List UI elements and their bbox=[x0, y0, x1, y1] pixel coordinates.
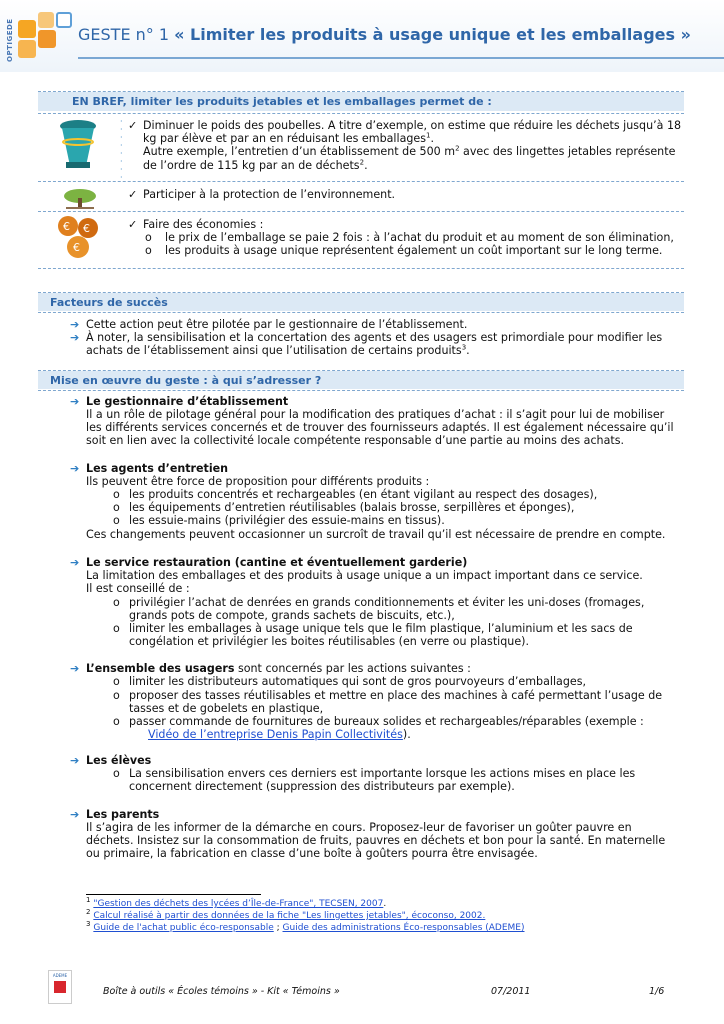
dotted-column: · · · · · · · · bbox=[120, 117, 123, 182]
bullet-o: o bbox=[113, 596, 120, 609]
en-bref-item-2: Participer à la protection de l’environnement. bbox=[143, 188, 396, 201]
footnote-1: $^1$ "Gestion des déchets des lycées d’Île-de-France", TECSEN, 2007. bbox=[86, 896, 387, 909]
en-bref-title: EN BREF, limiter les produits jetables et les emballages permet de : bbox=[72, 95, 492, 108]
parents-text-1: Il s’agira de les informer de la démarche en cours. Proposez-leur de favoriser un goûter pauvre en bbox=[86, 821, 632, 834]
divider bbox=[38, 211, 684, 212]
coins-icon bbox=[54, 214, 102, 260]
arrow-icon: ➔ bbox=[70, 662, 80, 675]
resto-item-1b: grands pots de compote, grands sachets de biscuits, etc.), bbox=[129, 609, 455, 622]
arrow-icon: ➔ bbox=[70, 318, 80, 331]
tree-icon bbox=[62, 188, 98, 210]
agents-intro: Ils peuvent être force de proposition pour différents produits : bbox=[86, 475, 430, 488]
resto-intro-2: Il est conseillé de : bbox=[86, 582, 190, 595]
divider bbox=[38, 268, 684, 269]
svg-text:€: € bbox=[83, 222, 90, 235]
svg-text:€: € bbox=[73, 241, 80, 254]
facteurs-item-2-cont: achats de l’établissement ainsi que l’utilisation de certains produits$^3$. bbox=[86, 343, 470, 357]
footnote-1-link[interactable]: Gestion des déchets des lycées d’Île-de-France", TECSEN, 2007 bbox=[97, 899, 384, 909]
bullet-o: o bbox=[113, 488, 120, 501]
en-bref-item-3-sub-1: le prix de l’emballage se paie 2 fois : à l’achat du produit et au moment de son élimination, bbox=[165, 231, 674, 244]
footnote-3-link-a[interactable]: Guide de l'achat public éco-responsable bbox=[93, 923, 274, 933]
en-bref-item-3-sub-2: les produits à usage unique représentent également un coût important sur le long terme. bbox=[165, 244, 663, 257]
gestionnaire-text-2: les différents services concernés et de trouver des fournisseurs adaptés. Il est également nécessaire qu’il bbox=[86, 421, 674, 434]
parents-text-3: ou primaire, la fabrication en classe d’une boîte à goûters pourra être envisagée. bbox=[86, 847, 538, 860]
footnote-3-link-b[interactable]: Guide des administrations Éco-responsables (ADEME) bbox=[282, 923, 525, 933]
divider bbox=[38, 91, 684, 92]
page-title: GESTE n° 1 « Limiter les produits à usage unique et les emballages » bbox=[78, 25, 691, 44]
footer-page: 1/6 bbox=[649, 986, 665, 997]
footnote-rule bbox=[86, 894, 261, 895]
optigede-logo bbox=[16, 10, 70, 64]
resto-intro-1: La limitation des emballages et des produits à usage unique a un impact important dans ce service. bbox=[86, 569, 643, 582]
gestionnaire-title: Le gestionnaire d’établissement bbox=[86, 395, 289, 408]
video-link[interactable]: Vidéo de l’entreprise Denis Papin Collectivités bbox=[148, 728, 403, 741]
usagers-title: L’ensemble des usagers sont concernés par les actions suivantes : bbox=[86, 662, 471, 675]
ademe-logo-text: ADEME bbox=[52, 973, 68, 978]
eleves-item-b: concernent directement (suppression des distributeurs par exemple). bbox=[129, 780, 515, 793]
footnote-3: $^3$ Guide de l'achat public éco-responsable ; Guide des administrations Éco-responsables (ADEME) bbox=[86, 920, 525, 933]
divider bbox=[38, 312, 684, 313]
facteurs-item-1: Cette action peut être pilotée par le gestionnaire de l’établissement. bbox=[86, 318, 468, 331]
bullet-o: o bbox=[113, 675, 120, 688]
trash-bin-icon bbox=[56, 118, 100, 174]
bullet-o: o bbox=[145, 244, 152, 257]
footer-date: 07/2011 bbox=[491, 986, 531, 997]
usagers-item-2b: tasses et de gobelets en plastique, bbox=[129, 702, 324, 715]
resto-item-2a: limiter les emballages à usage unique tels que le film plastique, l’aluminium et les sacs de bbox=[129, 622, 633, 635]
bullet-o: o bbox=[145, 231, 152, 244]
parents-text-2: déchets. Insistez sur la consommation de fruits, pauvres en déchets et bon pour la santé. En maternelle bbox=[86, 834, 666, 847]
facteurs-item-2: À noter, la sensibilisation et la concertation des agents et des usagers est primordiale pour modifier les bbox=[86, 331, 663, 344]
eleves-title: Les élèves bbox=[86, 754, 152, 767]
arrow-icon: ➔ bbox=[70, 395, 80, 408]
check-icon: ✓ bbox=[128, 119, 138, 132]
resto-title: Le service restauration (cantine et éventuellement garderie) bbox=[86, 556, 468, 569]
parents-title: Les parents bbox=[86, 808, 160, 821]
bullet-o: o bbox=[113, 715, 120, 728]
gestionnaire-text-1: Il a un rôle de pilotage général pour la modification des pratiques d’achat : il s’agit pour lui de mobiliser bbox=[86, 408, 665, 421]
arrow-icon: ➔ bbox=[70, 462, 80, 475]
bullet-o: o bbox=[113, 689, 120, 702]
mise-title: Mise en œuvre du geste : à qui s’adresser ? bbox=[50, 374, 322, 387]
footnote-2-link[interactable]: Calcul réalisé à partir des données de la fiche "Les lingettes jetables", écoconso, 2002. bbox=[93, 911, 486, 921]
en-bref-item-3-title: Faire des économies : bbox=[143, 218, 264, 231]
usagers-item-3b: Vidéo de l’entreprise Denis Papin Collectivités). bbox=[148, 728, 411, 741]
check-icon: ✓ bbox=[128, 218, 138, 231]
agents-outro: Ces changements peuvent occasionner un surcroît de travail qu’il est nécessaire de prendre en compte. bbox=[86, 528, 666, 541]
usagers-item-2a: proposer des tasses réutilisables et mettre en place des machines à café permettant l’usage de bbox=[129, 689, 663, 702]
agents-title: Les agents d’entretien bbox=[86, 462, 229, 475]
arrow-icon: ➔ bbox=[70, 754, 80, 767]
facteurs-title: Facteurs de succès bbox=[50, 296, 168, 309]
check-icon: ✓ bbox=[128, 188, 138, 201]
footer-left: Boîte à outils « Écoles témoins » - Kit « Témoins » bbox=[103, 986, 340, 997]
resto-item-1a: privilégier l’achat de denrées en grands conditionnements et éviter les uni-doses (fromages, bbox=[129, 596, 645, 609]
divider bbox=[38, 390, 684, 391]
gestionnaire-text-3: soit en lien avec la collectivité locale compétente responsable d’une partie au moins des achats. bbox=[86, 434, 625, 447]
en-bref-item-1: Diminuer le poids des poubelles. A titre d’exemple, on estime que réduire les déchets jusqu’à 18 kg par élève et par an en réduisant les emballages$^1$. Autre exemple, l’entretien d’un établissement de 500 $m^2$ avec des lingettes jetables représente de l’ordre de 115 kg par an de déchets$^2$. bbox=[143, 119, 682, 172]
agents-item-2: les équipements d’entretien réutilisables (balais brosse, serpillères et éponges), bbox=[129, 501, 575, 514]
divider bbox=[38, 181, 684, 182]
bullet-o: o bbox=[113, 501, 120, 514]
agents-item-3: les essuie-mains (privilégier des essuie-mains en tissus). bbox=[129, 514, 445, 527]
arrow-icon: ➔ bbox=[70, 808, 80, 821]
optigede-logo-text: OPTIGEDE bbox=[6, 18, 14, 62]
arrow-icon: ➔ bbox=[70, 556, 80, 569]
bullet-o: o bbox=[113, 622, 120, 635]
ademe-logo bbox=[48, 970, 72, 1004]
arrow-icon: ➔ bbox=[70, 331, 80, 344]
divider bbox=[38, 113, 684, 114]
resto-item-2b: congélation et privilégier les boites réutilisables (en verre ou plastique). bbox=[129, 635, 529, 648]
agents-item-1: les produits concentrés et rechargeables (en étant vigilant au respect des dosages), bbox=[129, 488, 598, 501]
usagers-item-1: limiter les distributeurs automatiques qui sont de gros pourvoyeurs d’emballages, bbox=[129, 675, 587, 688]
header-rule bbox=[78, 57, 724, 59]
footnote-2: $^2$ Calcul réalisé à partir des données de la fiche "Les lingettes jetables", écoconso, 2002. bbox=[86, 908, 486, 921]
svg-text:€: € bbox=[63, 220, 70, 233]
bullet-o: o bbox=[113, 514, 120, 527]
bullet-o: o bbox=[113, 767, 120, 780]
usagers-item-3a: passer commande de fournitures de bureaux solides et rechargeables/réparables (exemple : bbox=[129, 715, 644, 728]
eleves-item-a: La sensibilisation envers ces derniers est importante lorsque les actions mises en place les bbox=[129, 767, 636, 780]
